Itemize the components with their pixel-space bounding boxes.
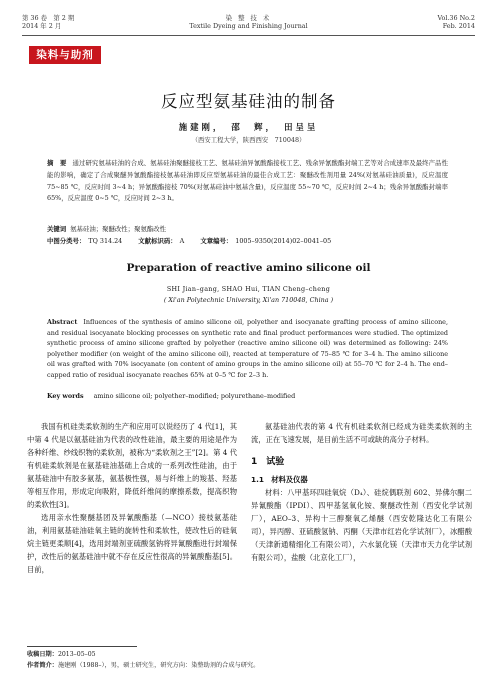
abstract-cn (47, 158, 448, 205)
header-date: 2014 年 2 月 (22, 22, 62, 30)
keywords-cn-text: 氨基硅油；聚醚改性；聚氨酯改性 (70, 225, 167, 233)
header-center (22, 14, 475, 30)
keywords-en-label: Key words (47, 392, 84, 400)
doc-code-label: 文献标识码： (138, 237, 177, 245)
classification-line (47, 236, 448, 246)
received-date-note (27, 650, 467, 661)
author-bio-label: 作者简介： (27, 661, 58, 669)
abstract-cn-label: 摘 要 (47, 159, 67, 167)
header-volume: 第 36 卷 第 2 期 (22, 14, 75, 22)
abstract-en-text: Influences of the synthesis of amino silicone oil, polyether and isocyanate grafting process of amino silicone, and residual isocyanate blocking processes on synthetic rate and final product performances were studied. The optimized synthetic process of amino silicone grafted by polyether (reactive amino silicone oil) was determined as following: 24% polyether modifier (on weight of the amino silicone oil), reacted at temperature of 75–85 ℃ for 3–4 h. The amino silicone oil was grafted with 70% isocyanate (on content of amino groups in the amino silicone oil) at 55–70 ℃ for 2–4 h. The end–capped ratio of residual isocyanate reaches 65% at 0–5 ℃ for 2–3 h. (47, 318, 448, 379)
header-volume-en: Vol.36 No.2 (437, 14, 475, 22)
header-date-en: Feb. 2014 (442, 22, 475, 30)
section-tab: 染料与助剂 (29, 46, 101, 64)
received-date: 2013–05–05 (57, 651, 96, 658)
article-number-label: 文章编号： (200, 237, 233, 245)
subsection-heading: 1.1 材料及仪器 (251, 475, 308, 484)
header-right (437, 14, 475, 30)
footnote-divider (27, 646, 137, 647)
authors-en: SHI Jian–gang, SHAO Hui, TIAN Cheng–cheng (166, 285, 331, 293)
article-number-value: 1005–9350(2014)02–0041–05 (235, 237, 332, 245)
clc-label: 中图分类号： (47, 237, 86, 245)
header-divider (22, 35, 475, 36)
article-title-en: Preparation of reactive amino silicone oil (126, 262, 371, 274)
body-paragraph: 材料：八甲基环四硅氧烷（D₄）、硅烷偶联剂 602、异佛尔酮二异氰酸酯（IPDI）、四甲基氢氧化铵、聚醚改性剂（西安化学试剂厂），AEO–3、异构十三醇聚氧乙烯醚（西安乾隆达化工有限公司），异丙醇、亚硫酸氢钠、丙酮（天津市红岩化学试剂厂），冰醋酸（天津新通精细化工有限公司），六水氯化镁（天津市天力化学试剂有限公司），盐酸（北京化工厂）， (251, 488, 472, 562)
body-paragraph: 选用亲水性聚醚基团及异氰酸酯基（—NCO）接枝氨基硅油，利用氨基硅油硅氧主链的旋转性和柔软性，使改性后的硅氧烷主链更柔顺[4]，选用封端剂亚硫酸氢钠将异氰酸酯进行封端保护，改性后的氨基硅油中就不存在反应性很高的异氰酸酯基[5]。目前， (27, 513, 237, 574)
received-label: 收稿日期： (27, 651, 58, 658)
footnotes (27, 650, 467, 671)
abstract-en (47, 317, 448, 380)
body-column-left (27, 420, 237, 576)
body-paragraph: 我国有机硅类柔软剂的生产和应用可以说经历了 4 代[1]，其中第 4 代是以氨基硅油为代表的改性硅油，最主要的用途是作为各种纤维、纱线织物的柔软剂，被称为“柔软剂之王”[2]。第 4 代有机硅柔软剂是在氨基硅油基础上合成的一系列改性硅油，由于氨基硅油中有胶多氨基，氨基极性强，易与纤维上的羧基、羟基等相互作用，形成定向吸附，降低纤维间的摩擦系数，提高织物的柔软性[3]。 (27, 422, 237, 509)
doc-code-value: A (179, 237, 185, 245)
section-heading: 1 试验 (251, 457, 285, 467)
body-paragraph: 氨基硅油代表的第 4 代有机硅柔软剂已经成为硅类柔软剂的主流，正在飞速发展，是目前生活不可或缺的高分子材料。 (251, 422, 472, 444)
affiliation-en: ( Xi'an Polytechnic University, Xi'an 710048, China ) (163, 296, 334, 304)
authors-cn: 施建刚， 邵 辉， 田呈呈 (178, 122, 319, 132)
author-bio-note (27, 661, 467, 672)
affiliation-cn: （西安工程大学，陕西西安 710048） (191, 136, 306, 144)
header-journal-en: Textile Dyeing and Finishing Journal (189, 22, 308, 30)
keywords-en (47, 391, 448, 401)
abstract-cn-text: 通过研究氨基硅油的合成、氨基硅油聚醚接枝工艺、氨基硅油异氰酸酯接枝工艺、残余异氰酸酯封端工艺等对合成速率及最终产品性能的影响，确定了合成聚醚异氰酸酯接枝氨基硅油即反应型氨基硅油的最佳合成工艺：聚醚改性剂用量 24%(对氨基硅油质量)，反应温度 75~85 ℃，反应时间 3~4 h；异氰酸酯接枝 70%(对氨基硅油中氨基含量)，反应温度 55~70 ℃，反应时间 2~4 h；残余异氰酸酯封端率 65%，反应温度 0~5 ℃，反应时间 2~3 h。 (47, 159, 449, 203)
article-title-cn: 反应型氨基硅油的制备 (161, 92, 336, 111)
keywords-cn (47, 224, 448, 234)
header-journal-cn: 染 整 技 术 (225, 14, 272, 22)
clc-value: TQ 314.24 (88, 237, 123, 245)
keywords-en-text: amino silicone oil; polyether–modified; polyurethane–modified (93, 392, 296, 400)
body-column-right (251, 420, 472, 564)
keywords-cn-label: 关键词 (47, 225, 67, 233)
abstract-en-label: Abstract (47, 318, 78, 326)
author-bio: 施建刚（1988–），男，硕士研究生，研究方向：染整助剂的合成与研究。 (57, 661, 260, 669)
